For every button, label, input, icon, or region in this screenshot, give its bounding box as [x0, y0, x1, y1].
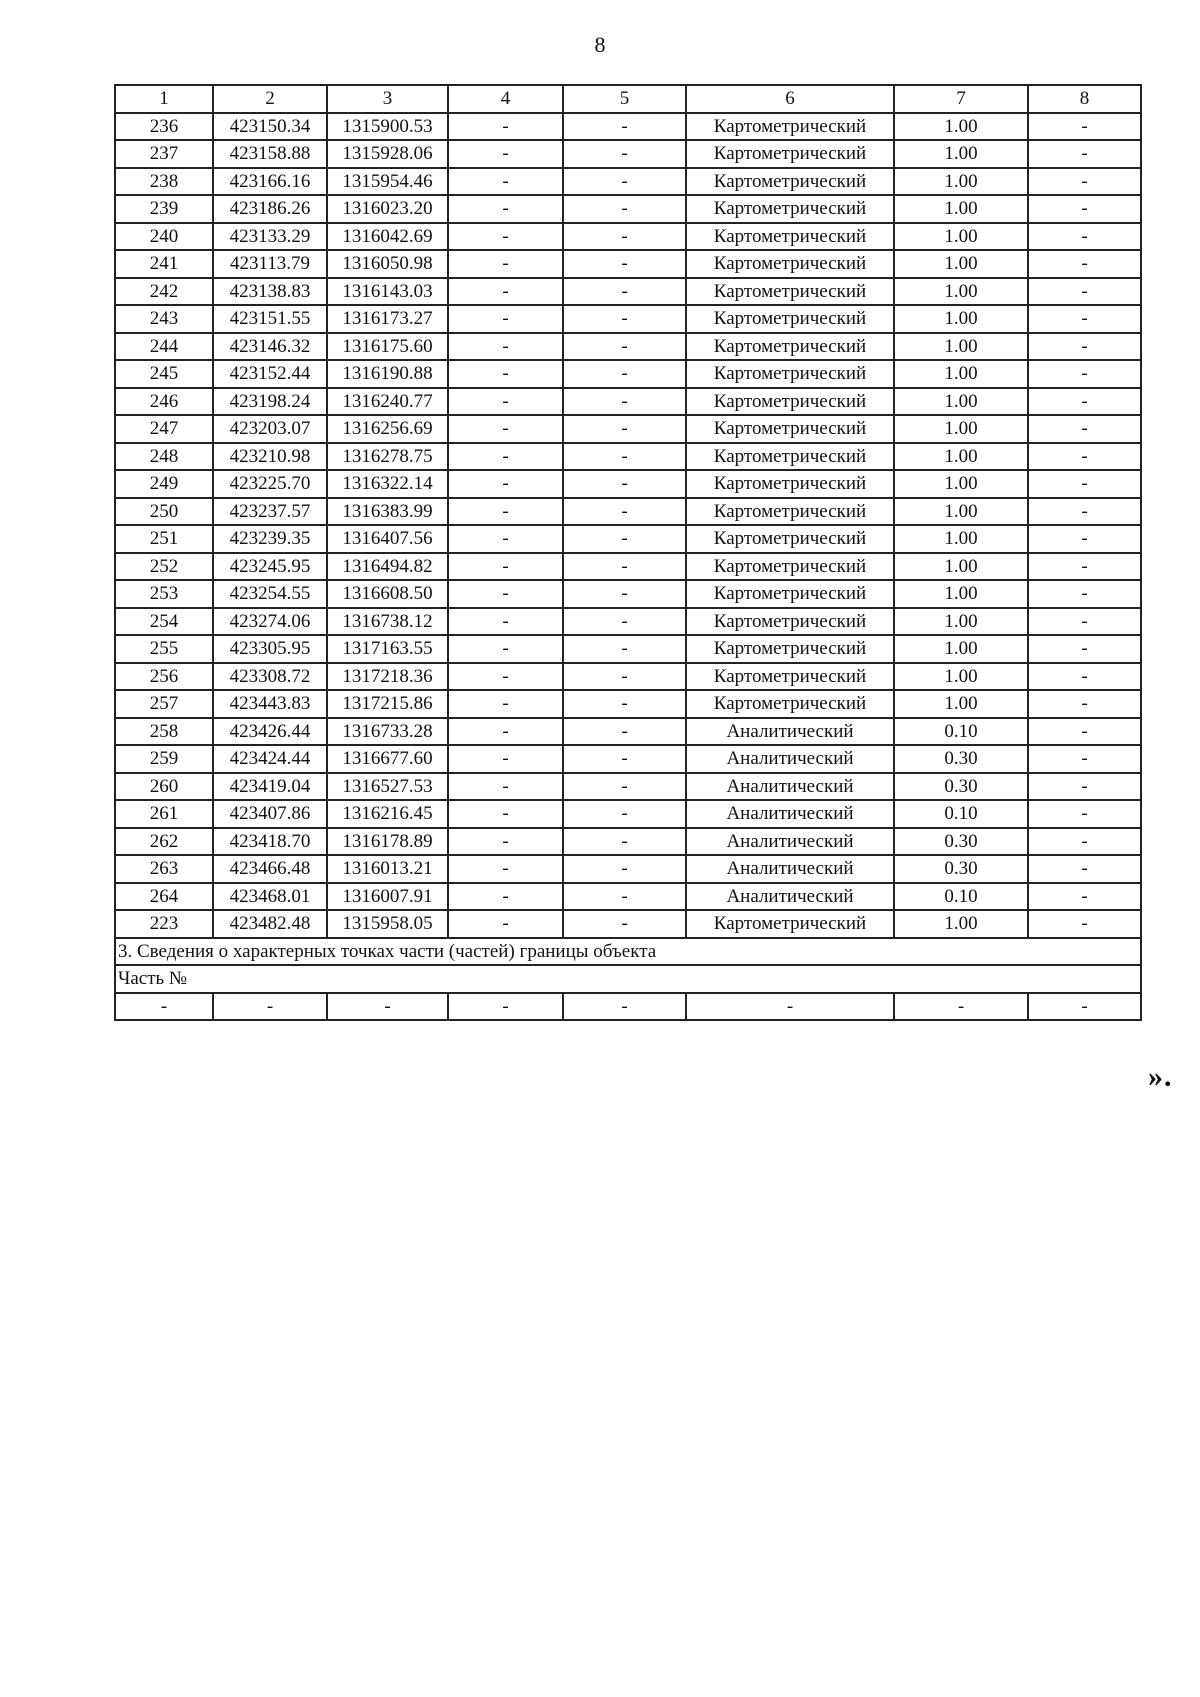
table-cell: 257: [115, 690, 213, 718]
table-cell: 245: [115, 360, 213, 388]
table-cell: Аналитический: [686, 800, 894, 828]
table-cell: -: [448, 580, 563, 608]
table-row: [115, 415, 1141, 443]
table-cell: 1317215.86: [327, 690, 448, 718]
empty-cell: -: [448, 993, 563, 1021]
table-cell: -: [563, 635, 686, 663]
table-cell: 423443.83: [213, 690, 327, 718]
table-cell: -: [1028, 663, 1141, 691]
table-cell: -: [448, 250, 563, 278]
table-cell: -: [1028, 580, 1141, 608]
table-cell: -: [448, 305, 563, 333]
table-row: [115, 910, 1141, 938]
table-row: [115, 498, 1141, 526]
table-cell: 1.00: [894, 690, 1028, 718]
closing-quote: ».: [1148, 1060, 1173, 1093]
part-label-row: [115, 965, 1141, 993]
table-cell: -: [563, 855, 686, 883]
table-cell: 423237.57: [213, 498, 327, 526]
table-cell: 1.00: [894, 663, 1028, 691]
table-cell: -: [1028, 250, 1141, 278]
table-cell: Картометрический: [686, 333, 894, 361]
table-cell: 1.00: [894, 278, 1028, 306]
table-cell: -: [448, 223, 563, 251]
table-cell: 1317218.36: [327, 663, 448, 691]
table-cell: 1316023.20: [327, 195, 448, 223]
table-cell: -: [1028, 883, 1141, 911]
table-row: [115, 553, 1141, 581]
table-cell: 247: [115, 415, 213, 443]
header-row: [115, 85, 1141, 113]
table-cell: -: [1028, 305, 1141, 333]
table-row: [115, 580, 1141, 608]
table-cell: Картометрический: [686, 195, 894, 223]
table-cell: -: [1028, 223, 1141, 251]
table-cell: 1316677.60: [327, 745, 448, 773]
table-cell: -: [563, 415, 686, 443]
table-cell: -: [448, 140, 563, 168]
table-cell: -: [563, 690, 686, 718]
empty-cell: -: [213, 993, 327, 1021]
table-cell: -: [448, 415, 563, 443]
table-cell: 255: [115, 635, 213, 663]
table-cell: -: [448, 360, 563, 388]
empty-part-row: [115, 993, 1141, 1021]
table-cell: Картометрический: [686, 360, 894, 388]
table-cell: -: [563, 883, 686, 911]
table-cell: 1.00: [894, 195, 1028, 223]
table-cell: -: [1028, 718, 1141, 746]
table-cell: -: [448, 773, 563, 801]
table-cell: -: [1028, 690, 1141, 718]
table-row: [115, 360, 1141, 388]
table-cell: Картометрический: [686, 168, 894, 196]
table-cell: 1316175.60: [327, 333, 448, 361]
table-cell: -: [1028, 910, 1141, 938]
table-row: [115, 855, 1141, 883]
table-cell: 423305.95: [213, 635, 327, 663]
table-cell: Картометрический: [686, 113, 894, 141]
table-cell: Картометрический: [686, 223, 894, 251]
table-cell: 1.00: [894, 498, 1028, 526]
table-cell: -: [563, 443, 686, 471]
table-cell: 0.30: [894, 773, 1028, 801]
table-cell: 0.30: [894, 855, 1028, 883]
table-row: [115, 773, 1141, 801]
empty-cell: -: [115, 993, 213, 1021]
table-row: [115, 635, 1141, 663]
table-cell: -: [563, 553, 686, 581]
table-cell: Картометрический: [686, 470, 894, 498]
table-cell: 249: [115, 470, 213, 498]
table-cell: -: [563, 168, 686, 196]
table-cell: -: [563, 223, 686, 251]
table-cell: 1315900.53: [327, 113, 448, 141]
column-header-5: 5: [563, 85, 686, 113]
table-cell: 1316178.89: [327, 828, 448, 856]
table-cell: 1316322.14: [327, 470, 448, 498]
table-cell: 223: [115, 910, 213, 938]
table-cell: -: [563, 498, 686, 526]
table-cell: -: [1028, 773, 1141, 801]
table-cell: Аналитический: [686, 718, 894, 746]
table-cell: -: [448, 525, 563, 553]
table-cell: 423482.48: [213, 910, 327, 938]
table-cell: -: [1028, 388, 1141, 416]
table-cell: Картометрический: [686, 608, 894, 636]
table-cell: -: [563, 360, 686, 388]
table-cell: Картометрический: [686, 910, 894, 938]
table-cell: -: [1028, 415, 1141, 443]
empty-cell: -: [327, 993, 448, 1021]
table-cell: 423254.55: [213, 580, 327, 608]
table-cell: -: [448, 883, 563, 911]
table-cell: 423407.86: [213, 800, 327, 828]
table-cell: 423146.32: [213, 333, 327, 361]
table-cell: 1.00: [894, 580, 1028, 608]
table-cell: 254: [115, 608, 213, 636]
table-cell: -: [448, 498, 563, 526]
table-cell: 423426.44: [213, 718, 327, 746]
table-cell: -: [448, 800, 563, 828]
table-cell: 240: [115, 223, 213, 251]
table-cell: 1.00: [894, 223, 1028, 251]
table-cell: -: [1028, 168, 1141, 196]
column-header-8: 8: [1028, 85, 1141, 113]
table-cell: 246: [115, 388, 213, 416]
table-cell: -: [563, 910, 686, 938]
table-cell: -: [1028, 553, 1141, 581]
boundary-points-table-wrap: [114, 84, 1140, 1021]
table-cell: -: [448, 195, 563, 223]
table-cell: -: [448, 718, 563, 746]
table-cell: -: [448, 910, 563, 938]
table-cell: -: [448, 470, 563, 498]
table-cell: 239: [115, 195, 213, 223]
table-cell: 0.10: [894, 800, 1028, 828]
table-cell: Картометрический: [686, 580, 894, 608]
table-cell: 1316190.88: [327, 360, 448, 388]
table-cell: -: [1028, 828, 1141, 856]
table-cell: 243: [115, 305, 213, 333]
table-cell: 256: [115, 663, 213, 691]
table-cell: -: [563, 745, 686, 773]
table-cell: 1316256.69: [327, 415, 448, 443]
table-cell: -: [448, 113, 563, 141]
table-row: [115, 800, 1141, 828]
table-cell: -: [1028, 525, 1141, 553]
table-row: [115, 663, 1141, 691]
table-row: [115, 718, 1141, 746]
table-cell: Картометрический: [686, 663, 894, 691]
table-cell: 423419.04: [213, 773, 327, 801]
table-cell: 1.00: [894, 113, 1028, 141]
table-cell: 423308.72: [213, 663, 327, 691]
table-cell: 250: [115, 498, 213, 526]
table-cell: -: [448, 663, 563, 691]
empty-cell: -: [1028, 993, 1141, 1021]
section-heading: 3. Сведения о характерных точках части (частей) границы объекта: [115, 938, 1141, 966]
table-cell: -: [1028, 635, 1141, 663]
table-cell: 1316278.75: [327, 443, 448, 471]
table-cell: Аналитический: [686, 773, 894, 801]
table-cell: Аналитический: [686, 745, 894, 773]
table-cell: 423225.70: [213, 470, 327, 498]
table-cell: 423274.06: [213, 608, 327, 636]
table-cell: 0.10: [894, 718, 1028, 746]
table-cell: -: [448, 168, 563, 196]
table-cell: 423150.34: [213, 113, 327, 141]
table-cell: -: [448, 855, 563, 883]
table-cell: Картометрический: [686, 525, 894, 553]
table-row: [115, 333, 1141, 361]
table-cell: 423186.26: [213, 195, 327, 223]
column-header-6: 6: [686, 85, 894, 113]
table-row: [115, 388, 1141, 416]
table-row: [115, 305, 1141, 333]
table-cell: -: [448, 278, 563, 306]
column-header-2: 2: [213, 85, 327, 113]
table-cell: Аналитический: [686, 828, 894, 856]
table-cell: -: [1028, 745, 1141, 773]
table-cell: 1316143.03: [327, 278, 448, 306]
table-cell: -: [563, 470, 686, 498]
table-cell: -: [563, 773, 686, 801]
table-cell: 1.00: [894, 608, 1028, 636]
table-cell: 1.00: [894, 443, 1028, 471]
table-cell: 0.30: [894, 745, 1028, 773]
table-cell: 423239.35: [213, 525, 327, 553]
table-cell: 423152.44: [213, 360, 327, 388]
table-cell: 1.00: [894, 168, 1028, 196]
table-cell: 1316173.27: [327, 305, 448, 333]
table-row: [115, 690, 1141, 718]
table-cell: Картометрический: [686, 388, 894, 416]
table-row: [115, 278, 1141, 306]
table-cell: 241: [115, 250, 213, 278]
table-cell: 0.10: [894, 883, 1028, 911]
table-cell: -: [1028, 498, 1141, 526]
table-cell: 237: [115, 140, 213, 168]
table-cell: -: [1028, 113, 1141, 141]
table-cell: 1.00: [894, 910, 1028, 938]
part-label: Часть №: [115, 965, 1141, 993]
section-heading-row: [115, 938, 1141, 966]
table-row: [115, 140, 1141, 168]
table-cell: -: [563, 113, 686, 141]
table-cell: 1316042.69: [327, 223, 448, 251]
table-cell: -: [1028, 443, 1141, 471]
table-cell: 262: [115, 828, 213, 856]
table-cell: -: [448, 828, 563, 856]
table-cell: 423203.07: [213, 415, 327, 443]
table-cell: -: [448, 553, 563, 581]
table-cell: -: [448, 745, 563, 773]
table-cell: 1315954.46: [327, 168, 448, 196]
table-cell: Картометрический: [686, 553, 894, 581]
table-cell: 1316050.98: [327, 250, 448, 278]
table-cell: 423418.70: [213, 828, 327, 856]
table-cell: -: [563, 525, 686, 553]
table-cell: -: [563, 140, 686, 168]
table-cell: 423198.24: [213, 388, 327, 416]
table-cell: 423133.29: [213, 223, 327, 251]
table-cell: 423245.95: [213, 553, 327, 581]
table-row: [115, 525, 1141, 553]
table-cell: -: [1028, 140, 1141, 168]
table-cell: -: [563, 305, 686, 333]
table-cell: -: [563, 250, 686, 278]
table-row: [115, 223, 1141, 251]
table-cell: 244: [115, 333, 213, 361]
table-cell: 1316738.12: [327, 608, 448, 636]
table-cell: 1.00: [894, 388, 1028, 416]
table-cell: Картометрический: [686, 443, 894, 471]
table-cell: Аналитический: [686, 883, 894, 911]
table-cell: 1316608.50: [327, 580, 448, 608]
table-cell: 248: [115, 443, 213, 471]
table-cell: 423210.98: [213, 443, 327, 471]
table-cell: 1.00: [894, 305, 1028, 333]
table-cell: -: [563, 663, 686, 691]
table-row: [115, 443, 1141, 471]
table-cell: 263: [115, 855, 213, 883]
table-cell: 251: [115, 525, 213, 553]
table-cell: 261: [115, 800, 213, 828]
table-cell: 423468.01: [213, 883, 327, 911]
table-cell: 1.00: [894, 140, 1028, 168]
table-cell: -: [1028, 608, 1141, 636]
table-cell: 1316407.56: [327, 525, 448, 553]
table-cell: 1.00: [894, 553, 1028, 581]
table-cell: -: [563, 388, 686, 416]
table-cell: 1316733.28: [327, 718, 448, 746]
table-cell: 1.00: [894, 415, 1028, 443]
table-cell: 1.00: [894, 635, 1028, 663]
table-cell: 1316216.45: [327, 800, 448, 828]
table-cell: Картометрический: [686, 498, 894, 526]
table-cell: 1316013.21: [327, 855, 448, 883]
table-row: [115, 745, 1141, 773]
table-body: [115, 85, 1141, 1020]
table-cell: 238: [115, 168, 213, 196]
table-cell: 1317163.55: [327, 635, 448, 663]
table-cell: -: [1028, 855, 1141, 883]
table-cell: -: [563, 800, 686, 828]
table-cell: Картометрический: [686, 635, 894, 663]
table-cell: 236: [115, 113, 213, 141]
table-cell: 0.30: [894, 828, 1028, 856]
table-cell: 252: [115, 553, 213, 581]
page-number: 8: [594, 32, 606, 57]
table-cell: 1.00: [894, 250, 1028, 278]
table-cell: 1.00: [894, 525, 1028, 553]
table-cell: 260: [115, 773, 213, 801]
table-cell: -: [448, 388, 563, 416]
table-cell: 423138.83: [213, 278, 327, 306]
table-cell: 1315958.05: [327, 910, 448, 938]
table-row: [115, 470, 1141, 498]
table-cell: 259: [115, 745, 213, 773]
table-cell: 423166.16: [213, 168, 327, 196]
table-cell: -: [563, 580, 686, 608]
table-cell: -: [448, 443, 563, 471]
table-cell: 1.00: [894, 360, 1028, 388]
table-cell: 1316240.77: [327, 388, 448, 416]
table-cell: -: [1028, 800, 1141, 828]
table-cell: 242: [115, 278, 213, 306]
table-cell: Картометрический: [686, 305, 894, 333]
table-cell: -: [1028, 360, 1141, 388]
column-header-4: 4: [448, 85, 563, 113]
table-cell: 1.00: [894, 470, 1028, 498]
empty-cell: -: [894, 993, 1028, 1021]
table-cell: Картометрический: [686, 140, 894, 168]
table-cell: -: [448, 333, 563, 361]
table-cell: 423424.44: [213, 745, 327, 773]
table-cell: -: [563, 195, 686, 223]
table-cell: 1316527.53: [327, 773, 448, 801]
table-cell: Картометрический: [686, 415, 894, 443]
table-cell: 1.00: [894, 333, 1028, 361]
table-cell: -: [448, 635, 563, 663]
table-cell: 264: [115, 883, 213, 911]
table-cell: -: [1028, 470, 1141, 498]
column-header-3: 3: [327, 85, 448, 113]
table-row: [115, 113, 1141, 141]
table-row: [115, 608, 1141, 636]
table-cell: 1316383.99: [327, 498, 448, 526]
table-cell: -: [1028, 333, 1141, 361]
table-cell: -: [563, 828, 686, 856]
table-cell: -: [1028, 278, 1141, 306]
table-cell: Аналитический: [686, 855, 894, 883]
empty-cell: -: [686, 993, 894, 1021]
table-cell: 1315928.06: [327, 140, 448, 168]
table-row: [115, 195, 1141, 223]
empty-cell: -: [563, 993, 686, 1021]
column-header-1: 1: [115, 85, 213, 113]
table-cell: -: [563, 333, 686, 361]
column-header-7: 7: [894, 85, 1028, 113]
table-cell: -: [448, 690, 563, 718]
table-cell: 1316494.82: [327, 553, 448, 581]
table-cell: -: [1028, 195, 1141, 223]
table-cell: -: [563, 608, 686, 636]
table-cell: 253: [115, 580, 213, 608]
table-row: [115, 883, 1141, 911]
table-cell: -: [563, 718, 686, 746]
table-cell: 258: [115, 718, 213, 746]
table-cell: -: [563, 278, 686, 306]
table-cell: Картометрический: [686, 250, 894, 278]
boundary-points-table: [114, 84, 1142, 1021]
table-cell: 1316007.91: [327, 883, 448, 911]
table-cell: 423113.79: [213, 250, 327, 278]
table-row: [115, 828, 1141, 856]
table-row: [115, 168, 1141, 196]
table-cell: Картометрический: [686, 278, 894, 306]
table-cell: 423466.48: [213, 855, 327, 883]
table-cell: 423151.55: [213, 305, 327, 333]
table-row: [115, 250, 1141, 278]
table-cell: -: [448, 608, 563, 636]
table-cell: 423158.88: [213, 140, 327, 168]
table-cell: Картометрический: [686, 690, 894, 718]
